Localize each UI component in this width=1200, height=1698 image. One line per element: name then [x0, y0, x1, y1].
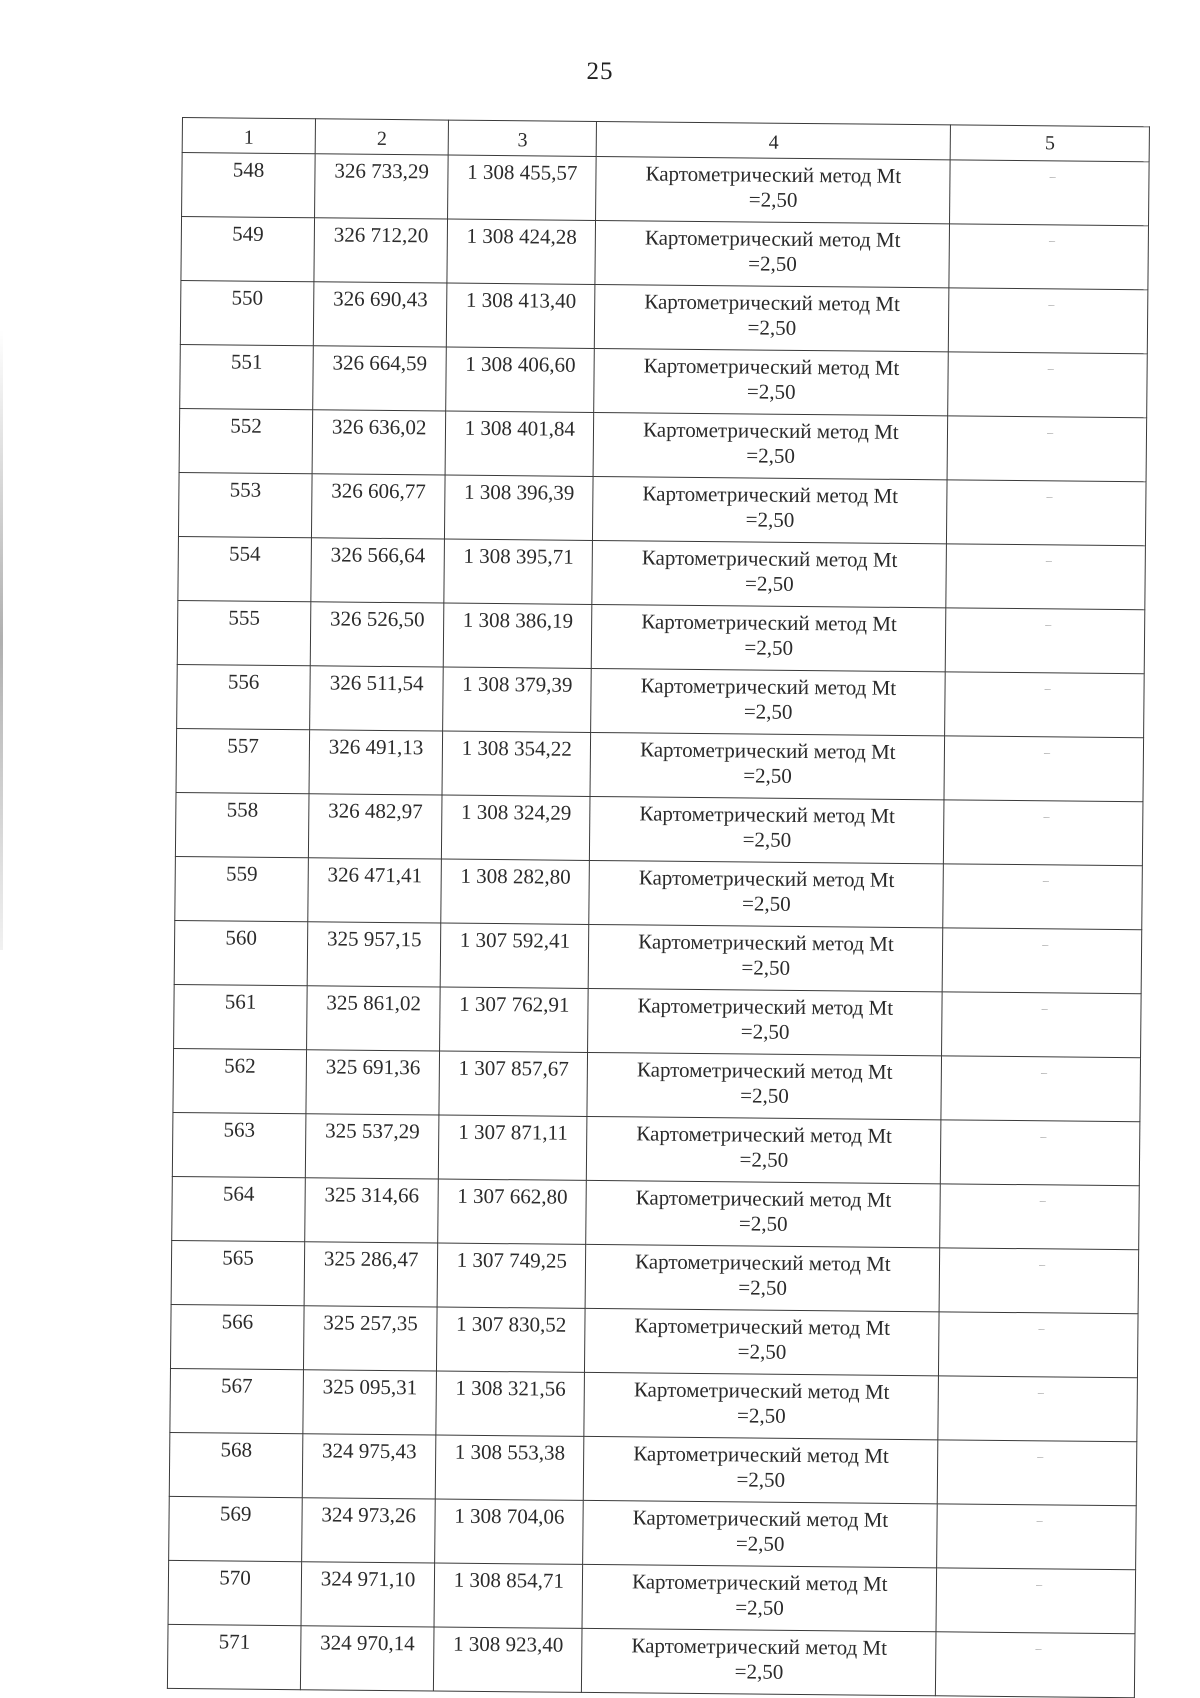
- accuracy-text: =2,50: [735, 1595, 784, 1620]
- note-cell: [943, 864, 1142, 930]
- note-dash: –: [1044, 745, 1051, 760]
- note-dash: –: [1039, 1257, 1046, 1272]
- point-number-cell: 562: [173, 1048, 307, 1113]
- table-row: [177, 600, 1145, 673]
- point-number-cell: 565: [171, 1240, 305, 1305]
- note-cell: [950, 160, 1149, 226]
- point-number-cell: 559: [175, 856, 309, 921]
- method-cell: [588, 988, 943, 1055]
- x-coordinate-cell: 326 664,59: [313, 346, 447, 411]
- note-dash: –: [1036, 1577, 1043, 1592]
- accuracy-text: =2,50: [734, 1659, 784, 1684]
- method-text: Картометрический метод Mt: [639, 737, 896, 764]
- table-row: [170, 1304, 1138, 1377]
- method-text: Картометрический метод Mt: [636, 1057, 893, 1084]
- table-row: [174, 984, 1142, 1057]
- x-coordinate-cell: 325 537,29: [305, 1114, 439, 1179]
- header-col-5: 5: [950, 125, 1149, 162]
- y-coordinate-cell: 1 308 395,71: [444, 539, 593, 604]
- note-cell: [946, 608, 1145, 674]
- x-coordinate-cell: 325 861,02: [307, 986, 441, 1051]
- scan-edge-shadow: [0, 330, 3, 950]
- note-cell: [937, 1504, 1136, 1570]
- table-row: [182, 153, 1150, 226]
- y-coordinate-cell: 1 307 592,41: [440, 923, 589, 988]
- method-cell: [587, 1052, 942, 1119]
- y-coordinate-cell: 1 308 455,57: [448, 155, 597, 220]
- method-text: Картометрический метод Mt: [634, 1313, 891, 1340]
- point-number-cell: 561: [174, 984, 308, 1049]
- point-number-cell: 553: [178, 472, 312, 537]
- note-cell: [949, 224, 1148, 290]
- point-number-cell: 550: [180, 280, 314, 345]
- accuracy-text: =2,50: [739, 1147, 789, 1172]
- method-text: Картометрический метод Mt: [640, 673, 897, 700]
- accuracy-text: =2,50: [748, 251, 797, 276]
- x-coordinate-cell: 325 286,47: [304, 1242, 438, 1307]
- point-number-cell: 568: [169, 1432, 303, 1497]
- table-body: [167, 153, 1149, 1698]
- y-coordinate-cell: 1 308 324,29: [442, 795, 591, 860]
- y-coordinate-cell: 1 308 386,19: [443, 603, 592, 668]
- method-text: Картометрический метод Mt: [638, 929, 894, 956]
- point-number-cell: 555: [177, 600, 311, 665]
- method-cell: [590, 796, 945, 863]
- table-row: [171, 1240, 1139, 1313]
- x-coordinate-cell: 326 482,97: [308, 794, 442, 859]
- note-dash: –: [1049, 169, 1056, 184]
- y-coordinate-cell: 1 308 704,06: [435, 1499, 584, 1564]
- table-row: [168, 1560, 1136, 1633]
- method-text: Картометрический метод Mt: [644, 225, 901, 252]
- method-cell: [594, 348, 949, 415]
- x-coordinate-cell: 326 491,13: [309, 730, 443, 795]
- note-cell: [940, 1184, 1139, 1250]
- note-cell: [948, 352, 1147, 418]
- x-coordinate-cell: 325 957,15: [307, 922, 441, 987]
- y-coordinate-cell: 1 308 396,39: [445, 475, 594, 540]
- point-number-cell: 564: [172, 1176, 306, 1241]
- method-cell: [595, 284, 950, 351]
- y-coordinate-cell: 1 308 923,40: [434, 1627, 583, 1692]
- accuracy-text: =2,50: [746, 379, 796, 404]
- note-cell: [944, 736, 1143, 802]
- method-cell: [592, 604, 947, 671]
- method-cell: [591, 668, 946, 735]
- x-coordinate-cell: 326 733,29: [315, 154, 449, 219]
- note-dash: –: [1048, 297, 1055, 312]
- method-text: Картометрический метод Mt: [632, 1505, 889, 1532]
- accuracy-text: =2,50: [738, 1275, 788, 1300]
- point-number-cell: 548: [182, 153, 316, 218]
- method-text: Картометрический метод Mt: [639, 801, 896, 828]
- note-cell: [942, 992, 1141, 1058]
- method-text: Картометрический метод Mt: [641, 545, 898, 572]
- method-text: Картометрический метод Mt: [637, 993, 894, 1020]
- point-number-cell: 563: [172, 1112, 306, 1177]
- method-cell: [589, 860, 944, 927]
- method-text: Картометрический метод Mt: [641, 609, 897, 636]
- point-number-cell: 557: [176, 728, 310, 793]
- table-row: [169, 1432, 1137, 1505]
- note-dash: –: [1048, 233, 1056, 248]
- note-cell: [945, 672, 1144, 738]
- table-row: [180, 344, 1148, 417]
- note-cell: [947, 480, 1146, 546]
- x-coordinate-cell: 325 314,66: [305, 1178, 439, 1243]
- method-text: Картометрический метод Mt: [644, 289, 900, 316]
- x-coordinate-cell: 326 526,50: [310, 602, 444, 667]
- note-cell: [946, 544, 1145, 610]
- table-row: [169, 1496, 1137, 1569]
- method-cell: [593, 412, 948, 479]
- accuracy-text: =2,50: [735, 1531, 785, 1556]
- x-coordinate-cell: 324 973,26: [302, 1498, 436, 1563]
- note-cell: [944, 800, 1143, 866]
- note-dash: –: [1037, 1385, 1045, 1400]
- accuracy-text: =2,50: [740, 1019, 790, 1044]
- accuracy-text: =2,50: [745, 507, 795, 532]
- note-dash: –: [1045, 617, 1052, 632]
- y-coordinate-cell: 1 307 871,11: [439, 1115, 588, 1180]
- y-coordinate-cell: 1 308 354,22: [442, 731, 591, 796]
- coordinates-table: [167, 117, 1150, 1698]
- method-text: Картометрический метод Mt: [633, 1441, 889, 1468]
- y-coordinate-cell: 1 308 406,60: [446, 347, 595, 412]
- y-coordinate-cell: 1 308 424,28: [447, 219, 596, 284]
- x-coordinate-cell: 326 566,64: [311, 538, 445, 603]
- x-coordinate-cell: 324 975,43: [302, 1434, 436, 1499]
- y-coordinate-cell: 1 307 662,80: [438, 1179, 587, 1244]
- method-cell: [582, 1628, 937, 1695]
- y-coordinate-cell: 1 307 762,91: [440, 987, 589, 1052]
- note-dash: –: [1041, 1001, 1048, 1016]
- x-coordinate-cell: 326 471,41: [308, 858, 442, 923]
- x-coordinate-cell: 325 257,35: [304, 1306, 438, 1371]
- accuracy-text: =2,50: [744, 571, 794, 596]
- table-row: [179, 408, 1147, 481]
- point-number-cell: 549: [181, 217, 315, 282]
- note-cell: [938, 1376, 1137, 1442]
- x-coordinate-cell: 325 095,31: [303, 1370, 437, 1435]
- method-cell: [590, 732, 945, 799]
- table-row: [178, 536, 1146, 609]
- y-coordinate-cell: 1 308 413,40: [446, 283, 595, 348]
- note-dash: –: [1042, 937, 1049, 952]
- note-cell: [938, 1440, 1137, 1506]
- y-coordinate-cell: 1 307 857,67: [439, 1051, 588, 1116]
- point-number-cell: 570: [168, 1560, 302, 1625]
- method-text: Картометрический метод Mt: [642, 417, 899, 444]
- method-text: Картометрический метод Mt: [633, 1377, 890, 1404]
- note-cell: [936, 1632, 1135, 1698]
- table-row: [178, 472, 1146, 545]
- table-row: [173, 1048, 1141, 1121]
- method-cell: [583, 1500, 938, 1567]
- note-cell: [939, 1312, 1138, 1378]
- x-coordinate-cell: 324 970,14: [301, 1626, 435, 1691]
- note-dash: –: [1040, 1065, 1048, 1080]
- table-row: [174, 920, 1142, 993]
- point-number-cell: 552: [179, 408, 313, 473]
- note-dash: –: [1044, 681, 1051, 696]
- y-coordinate-cell: 1 307 830,52: [437, 1307, 586, 1372]
- method-cell: [595, 220, 950, 287]
- header-col-2: 2: [315, 119, 448, 155]
- note-cell: [941, 1056, 1140, 1122]
- accuracy-text: =2,50: [743, 763, 792, 788]
- table-row: [177, 664, 1145, 737]
- accuracy-text: =2,50: [748, 187, 798, 212]
- page-number: 25: [586, 58, 614, 85]
- note-dash: –: [1046, 489, 1053, 504]
- accuracy-text: =2,50: [736, 1467, 786, 1492]
- point-number-cell: 569: [169, 1496, 303, 1561]
- point-number-cell: 567: [170, 1368, 304, 1433]
- method-cell: [596, 156, 951, 223]
- header-col-3: 3: [448, 120, 597, 156]
- header-col-4: 4: [597, 121, 951, 159]
- note-cell: [949, 288, 1148, 354]
- note-dash: –: [1047, 425, 1054, 440]
- x-coordinate-cell: 324 971,10: [301, 1562, 435, 1627]
- accuracy-text: =2,50: [741, 891, 791, 916]
- point-number-cell: 556: [177, 664, 311, 729]
- y-coordinate-cell: 1 308 321,56: [436, 1371, 585, 1436]
- table-row: [175, 792, 1143, 865]
- accuracy-text: =2,50: [737, 1403, 786, 1428]
- method-cell: [592, 540, 947, 607]
- method-cell: [593, 476, 948, 543]
- table-row: [172, 1176, 1140, 1249]
- note-dash: –: [1036, 1513, 1043, 1528]
- note-cell: [936, 1568, 1135, 1634]
- x-coordinate-cell: 325 691,36: [306, 1050, 440, 1115]
- note-cell: [941, 1120, 1140, 1186]
- method-cell: [586, 1180, 941, 1247]
- note-dash: –: [1047, 361, 1054, 376]
- method-text: Картометрический метод Mt: [642, 481, 899, 508]
- method-text: Картометрический метод Mt: [631, 1633, 888, 1660]
- note-dash: –: [1045, 553, 1053, 568]
- table-row: [181, 217, 1149, 290]
- method-text: Картометрический метод Mt: [631, 1569, 888, 1596]
- y-coordinate-cell: 1 308 282,80: [441, 859, 590, 924]
- note-dash: –: [1042, 873, 1049, 888]
- x-coordinate-cell: 326 712,20: [314, 218, 448, 283]
- table-row: [170, 1368, 1138, 1441]
- y-coordinate-cell: 1 307 749,25: [437, 1243, 586, 1308]
- point-number-cell: 560: [174, 920, 308, 985]
- note-cell: [947, 416, 1146, 482]
- method-cell: [584, 1372, 939, 1439]
- note-dash: –: [1038, 1321, 1045, 1336]
- point-number-cell: 571: [167, 1624, 301, 1689]
- note-cell: [942, 928, 1141, 994]
- method-text: Картометрический метод Mt: [635, 1185, 892, 1212]
- point-number-cell: 554: [178, 536, 312, 601]
- method-cell: [587, 1116, 942, 1183]
- table-row: [176, 728, 1144, 801]
- point-number-cell: 551: [180, 344, 314, 409]
- table-row: [180, 280, 1148, 353]
- accuracy-text: =2,50: [744, 635, 794, 660]
- header-col-1: 1: [182, 118, 315, 154]
- x-coordinate-cell: 326 606,77: [312, 474, 446, 539]
- accuracy-text: =2,50: [747, 315, 797, 340]
- accuracy-text: =2,50: [740, 1083, 789, 1108]
- method-text: Картометрический метод Mt: [638, 865, 895, 892]
- point-number-cell: 558: [175, 792, 309, 857]
- accuracy-text: =2,50: [741, 955, 791, 980]
- x-coordinate-cell: 326 636,02: [312, 410, 446, 475]
- note-dash: –: [1037, 1449, 1044, 1464]
- y-coordinate-cell: 1 308 379,39: [443, 667, 592, 732]
- accuracy-text: =2,50: [746, 443, 796, 468]
- method-text: Картометрический метод Mt: [636, 1121, 893, 1148]
- y-coordinate-cell: 1 308 553,38: [435, 1435, 584, 1500]
- table-row: [172, 1112, 1140, 1185]
- method-text: Картометрический метод Mt: [634, 1249, 891, 1276]
- accuracy-text: =2,50: [738, 1211, 788, 1236]
- note-dash: –: [1039, 1193, 1046, 1208]
- accuracy-text: =2,50: [743, 699, 793, 724]
- method-cell: [585, 1308, 940, 1375]
- method-text: Картометрический метод Mt: [643, 353, 900, 380]
- accuracy-text: =2,50: [737, 1339, 787, 1364]
- note-dash: –: [1035, 1641, 1042, 1656]
- table-row: [167, 1624, 1135, 1697]
- method-cell: [589, 924, 944, 991]
- method-text: Картометрический метод Mt: [645, 161, 902, 188]
- note-dash: –: [1043, 809, 1050, 824]
- note-dash: –: [1040, 1129, 1047, 1144]
- accuracy-text: =2,50: [742, 827, 792, 852]
- x-coordinate-cell: 326 690,43: [313, 282, 447, 347]
- table-row: [175, 856, 1143, 929]
- x-coordinate-cell: 326 511,54: [310, 666, 444, 731]
- note-cell: [939, 1248, 1138, 1314]
- method-cell: [585, 1244, 940, 1311]
- point-number-cell: 566: [170, 1304, 304, 1369]
- method-cell: [584, 1436, 939, 1503]
- method-cell: [582, 1564, 937, 1631]
- y-coordinate-cell: 1 308 854,71: [434, 1563, 583, 1628]
- y-coordinate-cell: 1 308 401,84: [445, 411, 594, 476]
